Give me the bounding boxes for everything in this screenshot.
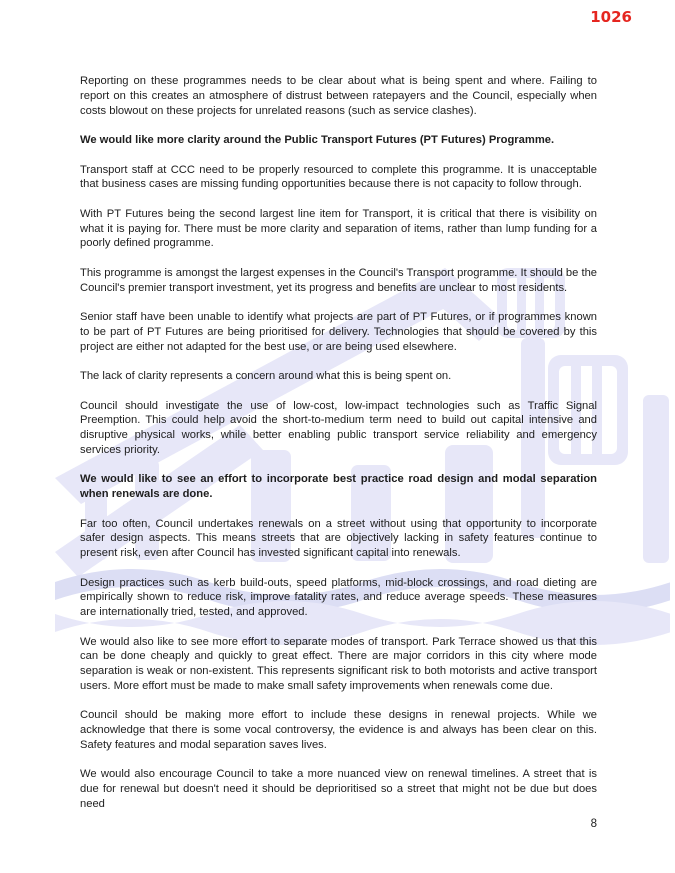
paragraph: Reporting on these programmes needs to be clear about what is being spent and where. Failing to report on this creates an atmosphere of distrust between ratepayers and the Council, especially when costs blowout on these projects for unrelated reasons (such as service clashes). [80, 75, 597, 117]
submission-number: 1026 [590, 8, 632, 26]
document-body [80, 74, 597, 826]
paragraph: Council should be making more effort to include these designs in renewal projects. While we acknowledge that there is some vocal controversy, the evidence is and always has been clear on this. Safety features and modal separation saves lives. [80, 709, 597, 751]
paragraph: We would also encourage Council to take a more nuanced view on renewal timelines. A street that is due for renewal but doesn't need it should be deprioritised so a street that might not be due but does need [80, 768, 597, 810]
paragraph: Design practices such as kerb build-outs, speed platforms, mid-block crossings, and road dieting are empirically shown to reduce risk, improve fatality rates, and reduce average speeds. These measures are internationally tried, tested, and approved. [80, 576, 597, 618]
paragraph: With PT Futures being the second largest line item for Transport, it is critical that there is visibility on what it is paying for. There must be more clarity and separation of items, rather than lump funding for a poorly defined programme. [80, 207, 597, 250]
paragraph: We would also like to see more effort to separate modes of transport. Park Terrace showed us that this can be done cheaply and quickly to great effect. There are major corridors in this city where mode separation is weak or non-existent. This represents significant risk to both motorists and active transport users. More effort must be made to make small safety improvements when renewals come due. [80, 635, 597, 692]
watermark-tower-bar [643, 395, 669, 563]
paragraph: Transport staff at CCC need to be properly resourced to complete this programme. It is unacceptable that business cases are missing funding opportunities because there is not capacity to follow through. [80, 163, 597, 191]
paragraph: Senior staff have been unable to identify what projects are part of PT Futures, or if programmes known to be part of PT Futures are being prioritised for delivery. Technologies that should be covered by this project are either not adapted for the best use, or are being used elsewhere. [80, 311, 597, 353]
bold-heading: We would like more clarity around the Public Transport Futures (PT Futures) Programme. [80, 134, 555, 146]
paragraph: Far too often, Council undertakes renewals on a street without using that opportunity to incorporate safer design aspects. This means streets that are objectively lacking in safety features continue to present risk, even after Council has invested significant capital into renewals. [80, 517, 597, 559]
paragraph: Council should investigate the use of low-cost, low-impact technologies such as Traffic Signal Preemption. This could help avoid the short-to-medium term need to build out capital intensive and disruptive physical works, while better enabling public transport service reliability and emergency services priority. [80, 399, 597, 456]
paragraph: The lack of clarity represents a concern around what this is being spent on. [80, 370, 452, 382]
bold-heading: We would like to see an effort to incorporate best practice road design and modal separation when renewals are done. [80, 473, 597, 500]
page-number: 8 [590, 818, 597, 830]
paragraph: This programme is amongst the largest expenses in the Council's Transport programme. It should be the Council's premier transport investment, yet its progress and benefits are unclear to most residents. [80, 266, 598, 294]
